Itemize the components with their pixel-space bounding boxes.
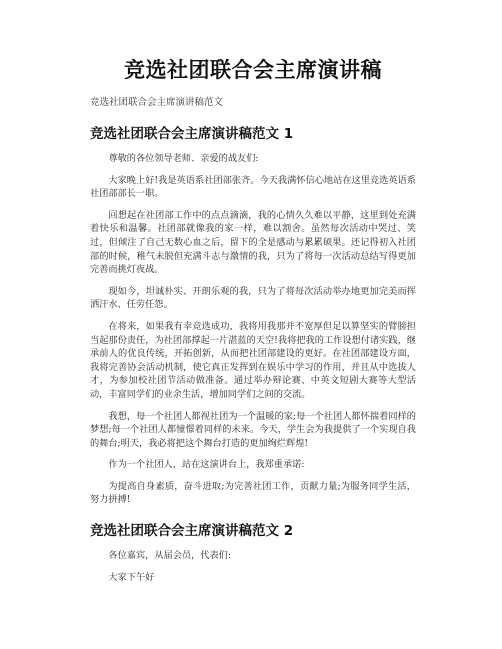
document-subtitle: 竞选社团联合会主席演讲稿范文 — [90, 97, 224, 108]
paragraph: 尊敬的各位领导老师、亲爱的战友们: — [108, 153, 259, 164]
paragraph: 大家下午好 — [108, 571, 155, 583]
paragraph: 我想，每一个社团人都视社团为一个温暖的家;每一个社团人都怀揣着同样的梦想;每一个社团人都憧憬着同样的未来。今天，学生会为我提供了一个实现自我的舞台;明天，我必将把这个舞台打造的更加绚烂辉煌! — [90, 410, 416, 449]
paragraph: 作为一个社团人，站在这演讲台上，我郑重承诺: — [108, 459, 305, 471]
paragraph: 现如今，坦诚朴实、开朗乐观的我，只为了将每次活动举办地更加完美而挥洒汗水、任劳任怨。 — [90, 285, 416, 311]
document-title: 竞选社团联合会主席演讲稿 — [124, 58, 382, 82]
paragraph: 各位嘉宾，从届会员，代表们: — [108, 550, 231, 562]
paragraph: 大家晚上好!我是英语系社团部张齐。今天我满怀信心地站在这里竞选英语系社团部部长一职。 — [90, 174, 416, 200]
paragraph: 在将来，如果我有幸竞选成功，我将用我那并不宽厚但足以算坚实的臂膀担当起那份责任，为社团部撑起一片湛蓝的天空!我将把我的工作设想付诸实践，继承前人的优良传统，开拓创新，从而把社团部建设的更好。在社团部建设方面，我将完善协会活动机制，使它真正发挥到在娱乐中学习的作用，并且从中选拔人才，为参加校社团节活动做准备。通过举办辩论赛、中英文短剧大赛等大型活动，丰富同学们的业余生活，增加同学们之间的交流。 — [90, 320, 416, 400]
paragraph: 回想起在社团部工作中的点点滴滴，我的心情久久难以平静，这里到处充满着快乐和温馨。社团部就像我的家一样，难以割舍。虽然每次活动中哭过、笑过，但倾注了自己无数心血之后，留下的全是感动与累累硕果。还记得初入社团部的时候，稚气未脱但充满斗志与激情的我，只为了将每一次活动总结写得更加完善而挑灯夜战。 — [90, 209, 416, 276]
paragraph: 为提高自身素质，奋斗进取;为完善社团工作，贡献力量;为服务同学生活，努力拼搏! — [90, 480, 416, 506]
section-heading-2: 竞选社团联合会主席演讲稿范文 2 — [90, 523, 294, 540]
section-heading-1: 竞选社团联合会主席演讲稿范文 1 — [90, 126, 294, 142]
